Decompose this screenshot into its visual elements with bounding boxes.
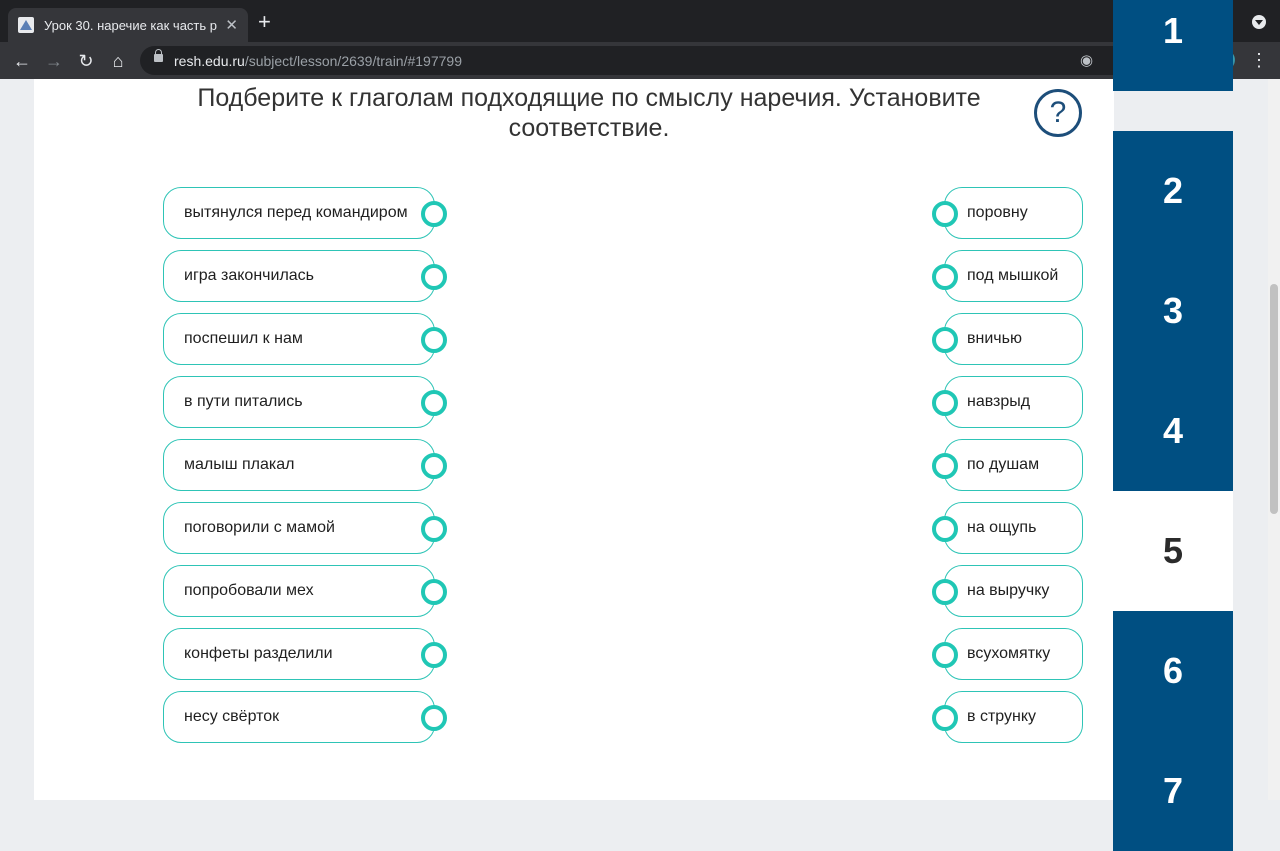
- right-item-label: навзрыд: [967, 393, 1031, 410]
- left-item-label: вытянулся перед командиром: [184, 204, 408, 221]
- right-connector-dot[interactable]: [932, 453, 958, 479]
- right-item[interactable]: [944, 565, 1083, 617]
- lock-icon: [154, 54, 163, 62]
- left-item[interactable]: [163, 187, 435, 239]
- left-item[interactable]: [163, 313, 435, 365]
- tab-title: Урок 30. наречие как часть р: [44, 17, 218, 33]
- question-navigation: [1113, 10, 1233, 811]
- right-item[interactable]: [944, 313, 1083, 365]
- left-item-label: малыш плакал: [184, 456, 295, 473]
- left-item[interactable]: [163, 502, 435, 554]
- right-item[interactable]: [944, 250, 1083, 302]
- home-icon[interactable]: ⌂: [112, 51, 124, 71]
- left-item[interactable]: [163, 565, 435, 617]
- left-item[interactable]: [163, 376, 435, 428]
- question-nav-item[interactable]: 1: [1113, 0, 1233, 91]
- left-connector-dot[interactable]: [421, 390, 447, 416]
- url-path: /subject/lesson/2639/train/#197799: [244, 53, 462, 69]
- left-item-label: поговорили с мамой: [184, 519, 335, 536]
- question-nav-item[interactable]: 6: [1113, 611, 1233, 731]
- right-item-label: на выручку: [967, 582, 1050, 599]
- new-tab-button[interactable]: +: [258, 9, 271, 34]
- right-item-label: под мышкой: [967, 267, 1059, 284]
- right-connector-dot[interactable]: [932, 579, 958, 605]
- left-item-label: конфеты разделили: [184, 645, 333, 662]
- left-item-label: игра закончилась: [184, 267, 315, 284]
- left-connector-dot[interactable]: [421, 453, 447, 479]
- scrollbar-thumb[interactable]: [1270, 284, 1278, 514]
- left-item[interactable]: [163, 628, 435, 680]
- left-item[interactable]: [163, 439, 435, 491]
- right-connector-dot[interactable]: [932, 390, 958, 416]
- question-nav-item[interactable]: 2: [1113, 131, 1233, 251]
- forward-arrow-icon[interactable]: →: [45, 51, 63, 71]
- left-item-label: несу свёрток: [184, 708, 280, 725]
- left-item-label: в пути питались: [184, 393, 303, 410]
- right-item[interactable]: [944, 502, 1083, 554]
- right-connector-dot[interactable]: [932, 264, 958, 290]
- question-nav-item[interactable]: 4: [1113, 371, 1233, 491]
- left-item[interactable]: [163, 691, 435, 743]
- right-connector-dot[interactable]: [932, 201, 958, 227]
- left-connector-dot[interactable]: [421, 579, 447, 605]
- right-connector-dot[interactable]: [932, 642, 958, 668]
- left-item-label: поспешил к нам: [184, 330, 303, 347]
- address-bar[interactable]: [140, 46, 1140, 75]
- browser-menu-icon[interactable]: ⋮: [1250, 50, 1268, 70]
- task-title: Подберите к глаголам подходящие по смыслу наречия. Установите соответствие.: [197, 84, 981, 142]
- tab-search-icon[interactable]: [1252, 15, 1266, 29]
- help-button[interactable]: ?: [1034, 89, 1082, 137]
- tab-close-icon[interactable]: ✕: [225, 17, 238, 34]
- right-connector-dot[interactable]: [932, 705, 958, 731]
- left-connector-dot[interactable]: [421, 201, 447, 227]
- question-nav-item[interactable]: 3: [1113, 251, 1233, 371]
- site-favicon-icon: [18, 17, 34, 33]
- right-connector-dot[interactable]: [932, 327, 958, 353]
- left-connector-dot[interactable]: [421, 516, 447, 542]
- right-item-label: всухомятку: [967, 645, 1051, 662]
- right-item-label: вничью: [967, 330, 1022, 347]
- task-card: [34, 79, 1114, 800]
- left-item[interactable]: [163, 250, 435, 302]
- right-item-label: на ощупь: [967, 519, 1037, 536]
- right-item[interactable]: [944, 439, 1083, 491]
- reload-icon[interactable]: ↻: [78, 51, 94, 71]
- left-connector-dot[interactable]: [421, 327, 447, 353]
- question-nav-item-active[interactable]: 5: [1113, 491, 1233, 611]
- right-item-label: по душам: [967, 456, 1040, 473]
- browser-tab-bar: [0, 0, 1280, 42]
- right-item[interactable]: [944, 187, 1083, 239]
- right-connector-dot[interactable]: [932, 516, 958, 542]
- page-scrollbar[interactable]: [1268, 79, 1280, 800]
- right-item-label: поровну: [967, 204, 1028, 221]
- right-item[interactable]: [944, 376, 1083, 428]
- left-connector-dot[interactable]: [421, 705, 447, 731]
- left-item-label: попробовали мех: [184, 582, 314, 599]
- left-connector-dot[interactable]: [421, 264, 447, 290]
- back-arrow-icon[interactable]: ←: [13, 51, 31, 71]
- right-item[interactable]: [944, 628, 1083, 680]
- url-text[interactable]: [174, 53, 462, 69]
- right-item-label: в струнку: [967, 708, 1037, 725]
- browser-tab[interactable]: [8, 8, 248, 42]
- eye-slash-icon[interactable]: ◉: [1080, 52, 1094, 69]
- browser-toolbar: [0, 42, 1280, 79]
- left-connector-dot[interactable]: [421, 642, 447, 668]
- question-nav-item[interactable]: 7: [1113, 731, 1233, 851]
- right-item[interactable]: [944, 691, 1083, 743]
- url-host: resh.edu.ru: [174, 53, 245, 69]
